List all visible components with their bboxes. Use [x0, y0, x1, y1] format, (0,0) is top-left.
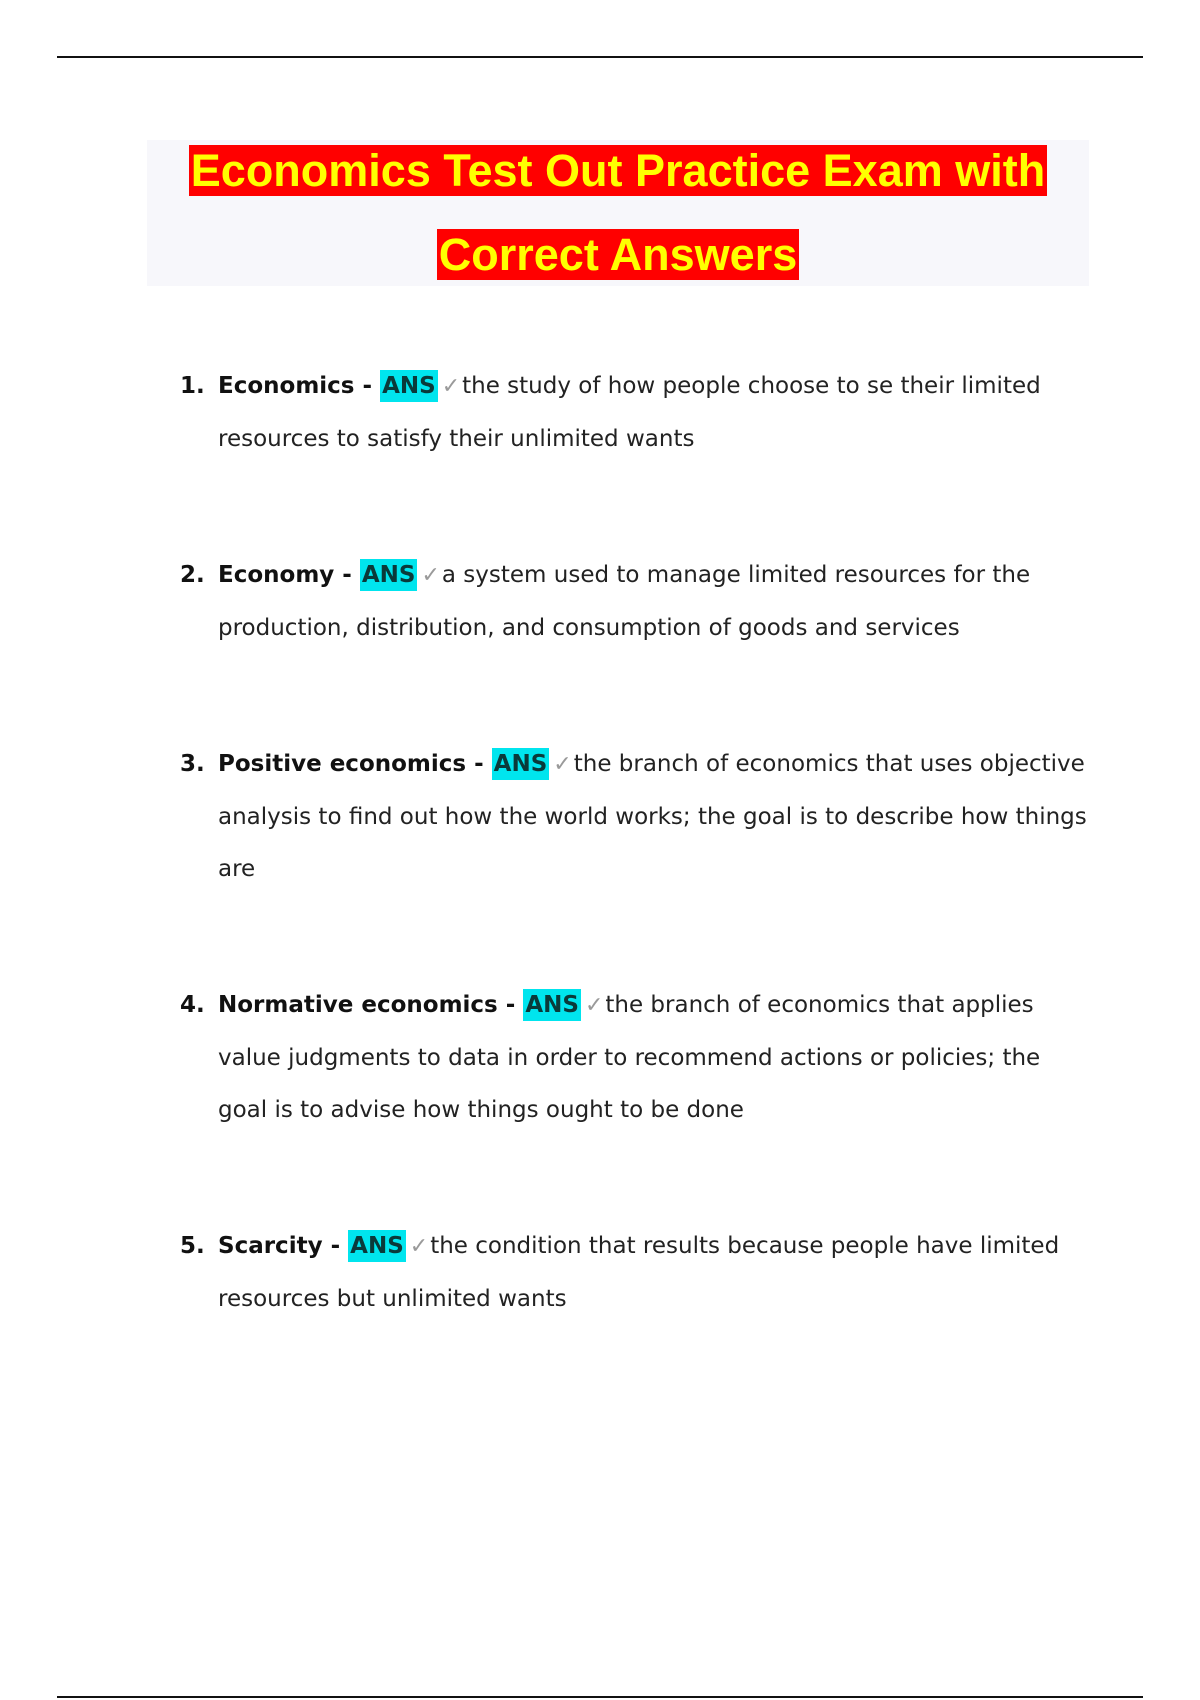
- list-item: [180, 549, 1090, 654]
- item-number: 3.: [180, 751, 205, 777]
- list-item: [180, 738, 1090, 895]
- list-item: [180, 1220, 1090, 1325]
- item-number: 5.: [180, 1233, 205, 1259]
- ans-label: ANS: [523, 989, 581, 1021]
- check-icon: ✓: [553, 752, 572, 777]
- item-number: 4.: [180, 992, 205, 1018]
- item-term: Economy -: [218, 562, 360, 588]
- list-item: [180, 979, 1090, 1136]
- question-list: [180, 360, 1090, 1325]
- check-icon: ✓: [441, 374, 461, 399]
- check-icon: ✓: [584, 993, 604, 1018]
- item-term: Normative economics -: [218, 992, 524, 1018]
- item-term: Economics -: [218, 373, 381, 399]
- item-number: 2.: [180, 562, 205, 588]
- document-title: [147, 140, 1089, 286]
- ans-label: ANS: [492, 748, 550, 780]
- item-definition: the condition that results because people have limited resources but unlimited wants: [218, 1233, 1060, 1312]
- ans-label: ANS: [348, 1230, 406, 1262]
- footer-rule: [57, 1696, 1143, 1698]
- ans-label: ANS: [360, 559, 418, 591]
- title-line-1: Economics Test Out Practice Exam with: [190, 145, 1046, 196]
- header-rule: [57, 56, 1143, 58]
- list-item: [180, 360, 1090, 465]
- item-definition: the study of how people choose to se their limited resources to satisfy their unlimited wants: [218, 373, 1041, 452]
- check-icon: ✓: [409, 1234, 429, 1259]
- item-definition: the branch of economics that applies value judgments to data in order to recommend actions or policies; the goal is to advise how things ought to be done: [218, 992, 1041, 1123]
- title-line-2: Correct Answers: [438, 229, 798, 280]
- check-icon: ✓: [421, 563, 440, 588]
- item-term: Positive economics -: [218, 751, 492, 777]
- item-number: 1.: [180, 373, 205, 399]
- ans-label: ANS: [380, 370, 438, 402]
- item-definition: the branch of economics that uses objective analysis to find out how the world works; the goal is to describe how things are: [218, 751, 1087, 882]
- item-definition: a system used to manage limited resources for the production, distribution, and consumption of goods and services: [218, 562, 1031, 641]
- item-term: Scarcity -: [218, 1233, 349, 1259]
